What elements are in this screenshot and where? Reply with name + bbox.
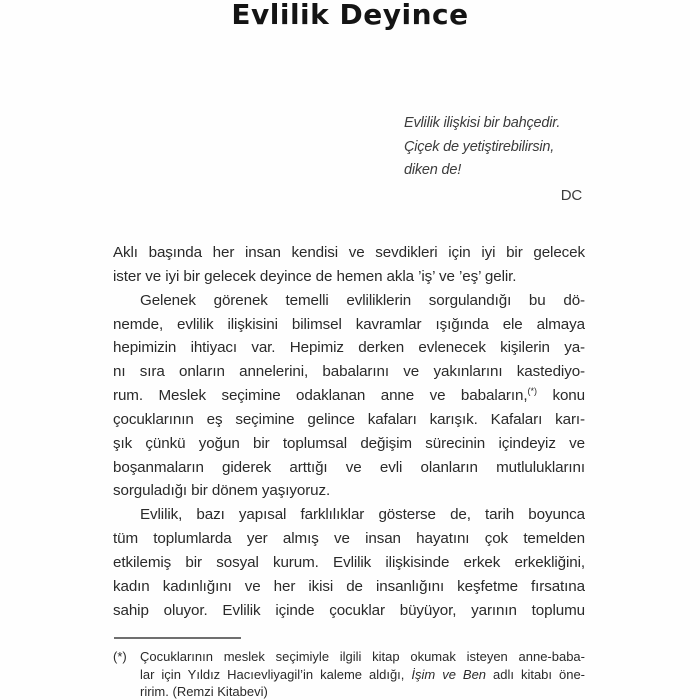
body-line: sahip oluyor. Evlilik içinde çocuklar büyüyor, yarının toplumu — [113, 601, 585, 619]
body-line — [113, 384, 585, 408]
footnote-separator — [114, 637, 241, 639]
body-line: şık çünkü yoğun bir toplumsal değişim sürecinin içindeyiz ve — [113, 434, 585, 452]
footnote-book-title: İşim ve Ben — [411, 666, 487, 682]
body-line: ister ve iyi bir gelecek deyince de hemen akla ’iş’ ve ’eş’ gelir. — [113, 267, 517, 285]
page-title: Evlilik Deyince — [231, 0, 469, 31]
body-line: nemde, evlilik ilişkisini bilimsel kavramlar ışığında ele almaya — [113, 315, 585, 333]
footnote — [113, 637, 585, 700]
body-line: Evlilik, bazı yapısal farklılıklar gösterse de, tarih boyunca — [140, 506, 585, 524]
body-line: kadın kadınlığını ve her ikisi de insanlığını keşfetme fırsatına — [113, 577, 585, 595]
epigraph-line: Çiçek de yetiştirebilirsin, — [404, 138, 555, 155]
footnote-line: Çocuklarının meslek seçimiyle ilgili kitap okumak isteyen anne-baba- — [140, 649, 585, 664]
body-line: Aklı başında her insan kendisi ve sevdikleri için iyi bir gelecek — [113, 244, 585, 261]
body-text — [113, 241, 585, 623]
footnote-line: ririm. (Remzi Kitabevi) — [140, 684, 268, 699]
footnote-line-text: adlı kitabı öne- — [486, 666, 585, 682]
body-line: çocuklarının eş seçimine gelince kafaları karışık. Kafaları karı- — [113, 410, 585, 428]
body-line: sorguladığı bir dönem yaşıyoruz. — [113, 482, 331, 500]
body-line: Gelenek görenek temelli evliliklerin sorgulandığı bu dö- — [140, 291, 585, 309]
epigraph-attribution: DC — [560, 186, 582, 204]
footnote-reference-marker: (*) — [527, 386, 537, 396]
body-line: boşanmaların giderek arttığı ve evli olanların mutluluklarını — [113, 458, 585, 476]
footnote-line-text: lar için Yıldız Hacıevliyagil’in kaleme aldığı, — [140, 666, 412, 682]
epigraph-line: Evlilik ilişkisi bir bahçedir. — [404, 115, 561, 131]
body-line: tüm toplumlarda yer almış ve insan hayatını çok temelden — [113, 530, 585, 548]
footnote-line — [140, 666, 585, 684]
body-line: etkilemiş bir sosyal kurum. Evlilik ilişkisinde erkek erkekliğini, — [113, 553, 585, 571]
body-line: hepimizin ihtiyacı var. Hepimiz derken evlenecek kişilerin ya- — [113, 339, 585, 357]
footnote-body — [140, 648, 585, 700]
body-line-text: konu — [536, 387, 585, 405]
body-line: nı sıra onların annelerini, babalarını ve yakınlarını kastediyo- — [113, 363, 585, 381]
footnote-marker: (*) — [113, 649, 127, 664]
body-line-text: rum. Meslek seçimine odaklanan anne ve babaların, — [113, 387, 528, 405]
epigraph-line: diken de! — [404, 162, 462, 178]
epigraph — [404, 112, 584, 207]
